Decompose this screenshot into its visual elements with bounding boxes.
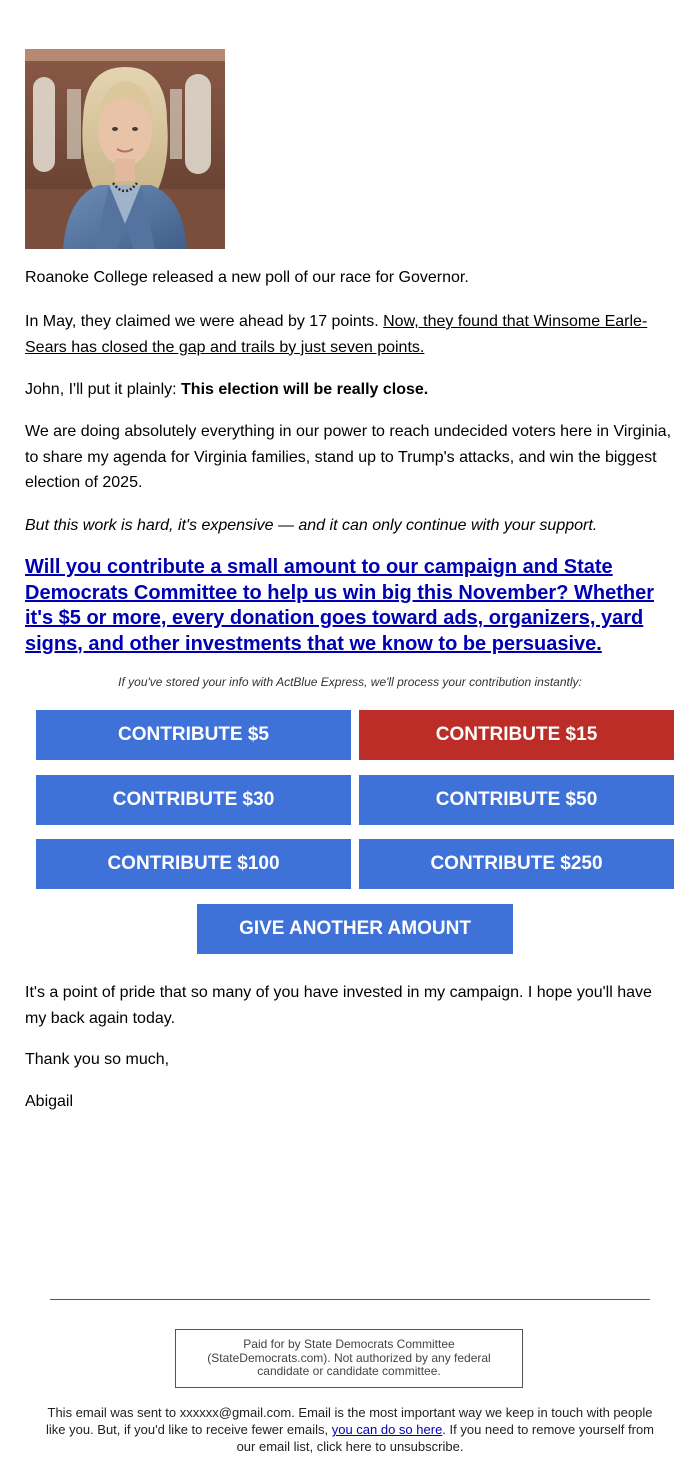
paid-for-disclaimer <box>175 1329 523 1388</box>
agenda-paragraph: We are doing absolutely everything in our power to reach undecided voters here in Virginia, to share my agenda for Virginia families, stand up to Trump's attacks, and win the biggest election of 2025. <box>25 423 672 491</box>
footer-divider <box>50 1299 650 1300</box>
contribute-100-button[interactable]: CONTRIBUTE $100 <box>36 839 351 889</box>
donation-ask-link[interactable]: Will you contribute a small amount to our campaign and State Democrats Committee to help us win big this November? Whether it's $5 or more, every donation goes toward ads, organizers, yard signs, and other investments that we know to be persuasive. <box>25 556 654 655</box>
contribute-5-button[interactable]: CONTRIBUTE $5 <box>36 710 351 760</box>
portrait-image <box>25 49 225 249</box>
poll-paragraph: Roanoke College released a new poll of our race for Governor. <box>25 269 469 286</box>
contribute-250-button[interactable]: CONTRIBUTE $250 <box>359 839 674 889</box>
close-race-paragraph <box>25 377 675 403</box>
footer-middle-text: . Email is the most important way we keep in touch with people like you. But, if you'd like to receive fewer emails, <box>45 1405 653 1437</box>
give-another-amount-button[interactable]: GIVE ANOTHER AMOUNT <box>197 904 513 954</box>
footer-unsubscribe-text: . If you need to remove yourself from our email list, click here to unsubscribe. <box>236 1422 655 1454</box>
footer-sent-to: This email was sent to <box>47 1405 177 1420</box>
lead-text: In May, they claimed we were ahead by 17 points. <box>25 313 379 330</box>
candidate-photo <box>25 49 225 249</box>
contribute-50-button[interactable]: CONTRIBUTE $50 <box>359 775 674 825</box>
fewer-emails-link[interactable]: you can do so here <box>331 1422 443 1437</box>
lead-paragraph <box>25 309 675 360</box>
signature: Abigail <box>25 1093 74 1110</box>
pride-paragraph: It's a point of pride that so many of you have invested in my campaign. I hope you'll have my back again today. <box>25 984 652 1027</box>
contribute-30-button[interactable]: CONTRIBUTE $30 <box>36 775 351 825</box>
recipient-email: xxxxxx@gmail.com <box>179 1405 292 1420</box>
support-paragraph: But this work is hard, it's expensive — and it can only continue with your support. <box>25 517 598 534</box>
footer-text <box>40 1404 660 1455</box>
close-race-intro: John, I'll put it plainly: <box>25 381 177 398</box>
disclaimer-text: Paid for by State Democrats Committee (StateDemocrats.com). Not authorized by any federal candidate or candidate committee. <box>207 1337 491 1379</box>
close-race-bold: This election will be really close. <box>181 381 429 398</box>
contribute-15-button[interactable]: CONTRIBUTE $15 <box>359 710 674 760</box>
actblue-note: If you've stored your info with ActBlue Express, we'll process your contribution instantly: <box>118 675 582 689</box>
lead-underlined-text: Now, they found that Winsome Earle-Sears has closed the gap and trails by just seven points. <box>25 313 648 356</box>
thanks-paragraph: Thank you so much, <box>25 1051 170 1068</box>
